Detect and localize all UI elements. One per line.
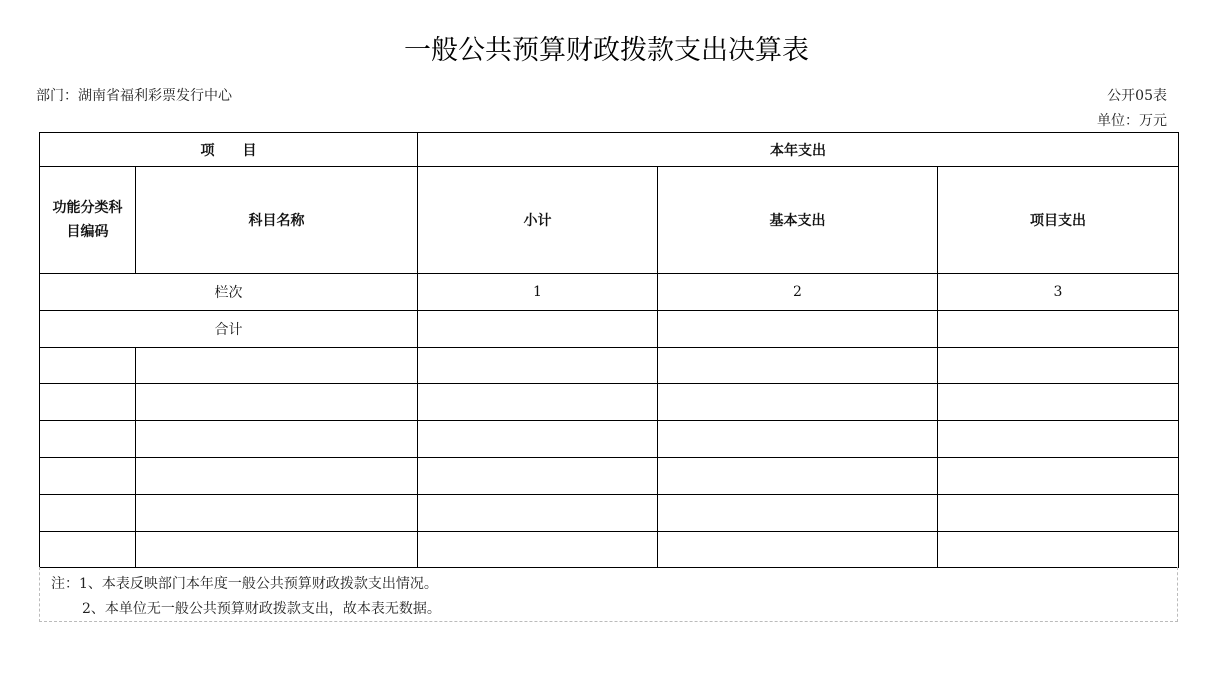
table-cell — [136, 421, 418, 458]
table-cell — [418, 421, 658, 458]
header-subtotal: 小计 — [418, 167, 658, 274]
table-cell — [658, 458, 938, 495]
index-col-3: 3 — [938, 274, 1179, 311]
table-cell — [40, 495, 136, 532]
table-cell — [938, 532, 1179, 568]
header-subject-name: 科目名称 — [136, 167, 418, 274]
table-cell — [136, 495, 418, 532]
table-row — [40, 384, 1179, 421]
budget-expenditure-table — [39, 132, 1179, 568]
index-label: 栏次 — [40, 274, 418, 311]
header-func-code-text: 功能分类科目编码 — [52, 200, 123, 240]
table-cell — [136, 348, 418, 384]
index-col-2: 2 — [658, 274, 938, 311]
table-cell — [136, 532, 418, 568]
table-cell — [658, 348, 938, 384]
table-cell — [418, 384, 658, 421]
note-line-1: 注：1、本表反映部门本年度一般公共预算财政拨款支出情况。 — [51, 576, 438, 592]
total-basic — [658, 311, 938, 348]
table-row — [40, 532, 1179, 568]
index-col-1: 1 — [418, 274, 658, 311]
header-item: 项 目 — [40, 133, 418, 167]
table-cell — [40, 458, 136, 495]
table-row — [40, 495, 1179, 532]
index-row — [40, 274, 1179, 311]
header-project: 项目支出 — [938, 167, 1179, 274]
table-cell — [938, 348, 1179, 384]
table-cell — [136, 458, 418, 495]
header-func-code — [40, 167, 136, 274]
table-cell — [40, 384, 136, 421]
table-cell — [40, 421, 136, 458]
header-basic: 基本支出 — [658, 167, 938, 274]
table-cell — [658, 421, 938, 458]
total-project — [938, 311, 1179, 348]
table-cell — [40, 348, 136, 384]
note-line-2: 2、本单位无一般公共预算财政拨款支出，故本表无数据。 — [82, 601, 441, 617]
table-cell — [938, 495, 1179, 532]
unit-label: 单位：万元 — [1097, 113, 1167, 129]
table-cell — [658, 384, 938, 421]
header-row-1 — [40, 133, 1179, 167]
page-title: 一般公共预算财政拨款支出决算表 — [404, 35, 809, 66]
header-current-year: 本年支出 — [418, 133, 1179, 167]
table-row — [40, 348, 1179, 384]
notes-box — [39, 567, 1178, 622]
table-cell — [40, 532, 136, 568]
table-row — [40, 458, 1179, 495]
header-row-2 — [40, 167, 1179, 274]
table-cell — [658, 495, 938, 532]
table-cell — [938, 458, 1179, 495]
total-subtotal — [418, 311, 658, 348]
table-cell — [418, 495, 658, 532]
table-cell — [418, 348, 658, 384]
table-cell — [418, 458, 658, 495]
table-cell — [658, 532, 938, 568]
total-label: 合计 — [40, 311, 418, 348]
table-cell — [938, 384, 1179, 421]
table-cell — [136, 384, 418, 421]
table-cell — [938, 421, 1179, 458]
table-cell — [418, 532, 658, 568]
table-number: 公开05表 — [1107, 88, 1167, 104]
department-label: 部门：湖南省福利彩票发行中心 — [36, 88, 232, 104]
table-row — [40, 421, 1179, 458]
total-row — [40, 311, 1179, 348]
